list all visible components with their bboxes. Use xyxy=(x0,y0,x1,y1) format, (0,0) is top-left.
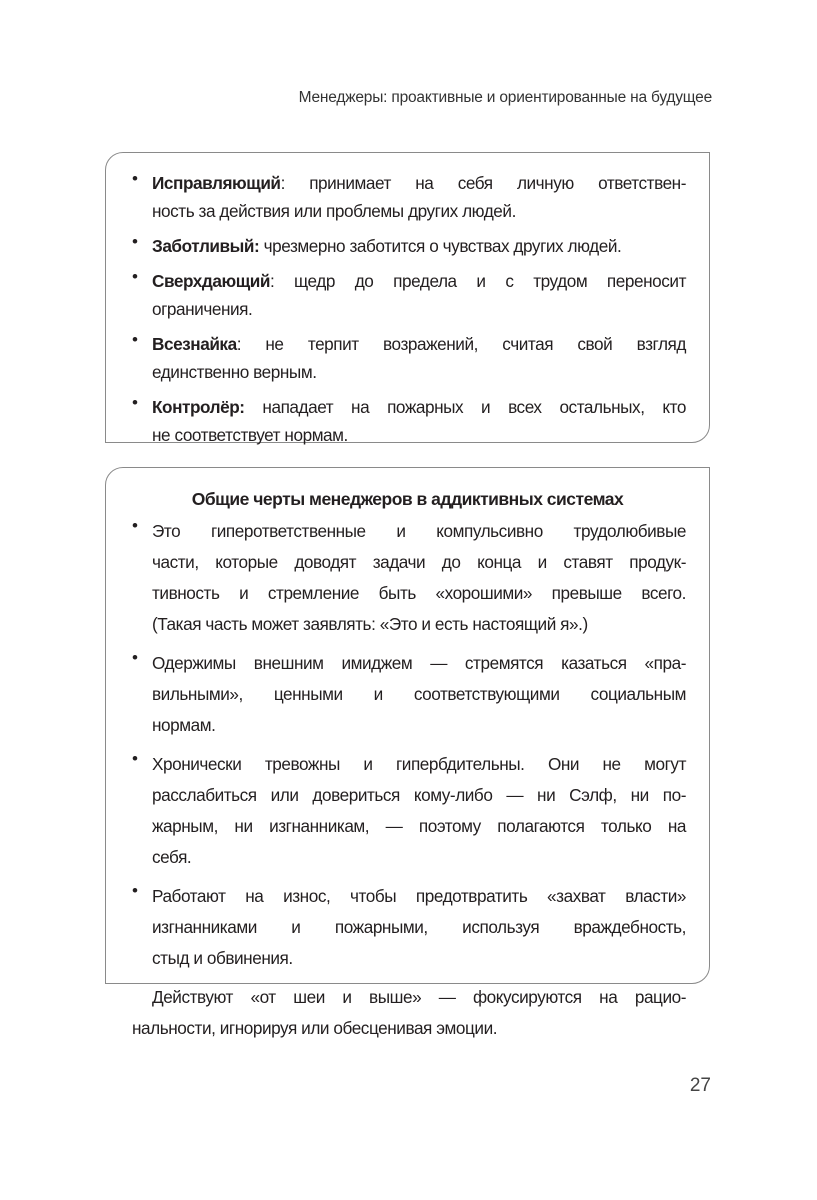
item-term: Исправляющий xyxy=(152,173,281,193)
item-line: (Такая часть может заявлять: «Это и есть настоящий я».) xyxy=(152,614,588,634)
item-text: : принимает на себя личную ответствен- xyxy=(280,173,686,193)
closing-paragraph xyxy=(132,982,686,1044)
list-item xyxy=(132,169,686,225)
bullet-icon: • xyxy=(132,393,138,412)
bullet-icon: • xyxy=(132,648,138,667)
list-item xyxy=(132,267,686,323)
item-term: Всезнайка xyxy=(152,334,237,354)
item-line xyxy=(152,330,686,358)
item-term: Заботливый: xyxy=(152,236,260,256)
item-line xyxy=(152,267,686,295)
item-text: : не терпит возражений, считая свой взгляд xyxy=(236,334,686,354)
item-line: части, которые доводят задачи до конца и ставят продук- xyxy=(152,552,686,572)
running-header: Менеджеры: проактивные и ориентированные на будущее xyxy=(298,89,712,106)
item-line: ограничения. xyxy=(152,299,253,319)
item-line: изгнанниками и пожарными, используя враждебность, xyxy=(152,917,686,937)
manager-types-box xyxy=(105,152,710,443)
bullet-icon: • xyxy=(132,881,138,900)
item-line xyxy=(152,169,686,197)
paragraph-line: нальности, игнорируя или обесценивая эмоции. xyxy=(132,1018,498,1038)
item-term: Сверхдающий xyxy=(152,271,270,291)
list-item xyxy=(132,330,686,386)
bullet-icon: • xyxy=(132,267,138,286)
list-item xyxy=(132,393,686,449)
item-text: чрезмерно заботится о чувствах других людей. xyxy=(259,236,622,256)
item-line: жарным, ни изгнанникам, — поэтому полагаются только на xyxy=(152,816,686,836)
item-line: единственно верным. xyxy=(152,362,317,382)
item-line: расслабиться или довериться кому-либо — ни Сэлф, ни по- xyxy=(152,785,686,805)
item-line xyxy=(152,393,686,421)
item-line: Хронически тревожны и гипербдительны. Они не могут xyxy=(152,754,686,774)
item-term: Контролёр: xyxy=(152,397,245,417)
paragraph-line: Действуют «от шеи и выше» — фокусируются на рацио- xyxy=(152,987,686,1007)
list-item xyxy=(132,648,686,741)
item-line: не соответствует нормам. xyxy=(152,425,348,445)
item-line: Это гиперответственные и компульсивно трудолюбивые xyxy=(152,521,686,541)
item-text: нападает на пожарных и всех остальных, кто xyxy=(244,397,686,417)
bullet-icon: • xyxy=(132,232,138,251)
item-line: себя. xyxy=(152,847,192,867)
item-line: вильными», ценными и соответствующими социальным xyxy=(152,684,686,704)
bullet-icon: • xyxy=(132,516,138,535)
item-line xyxy=(152,232,686,260)
item-text: : щедр до предела и с трудом переносит xyxy=(269,271,686,291)
box-title: Общие черты менеджеров в аддиктивных системах xyxy=(191,489,624,509)
item-line: Одержимы внешним имиджем — стремятся казаться «пра- xyxy=(152,653,686,673)
manager-traits-box xyxy=(105,467,710,1038)
item-line: ность за действия или проблемы других людей. xyxy=(152,201,516,221)
bullet-icon: • xyxy=(132,330,138,349)
list-item xyxy=(132,749,686,873)
list-item xyxy=(132,881,686,974)
page-number: 27 xyxy=(689,1075,711,1096)
item-line: тивность и стремление быть «хорошими» превыше всего. xyxy=(152,583,686,603)
list-item xyxy=(132,232,686,260)
bullet-icon: • xyxy=(132,749,138,768)
item-line: нормам. xyxy=(152,715,216,735)
bullet-icon: • xyxy=(132,169,138,188)
item-line: стыд и обвинения. xyxy=(152,948,293,968)
item-line: Работают на износ, чтобы предотвратить «захват власти» xyxy=(152,886,686,906)
list-item xyxy=(132,516,686,640)
